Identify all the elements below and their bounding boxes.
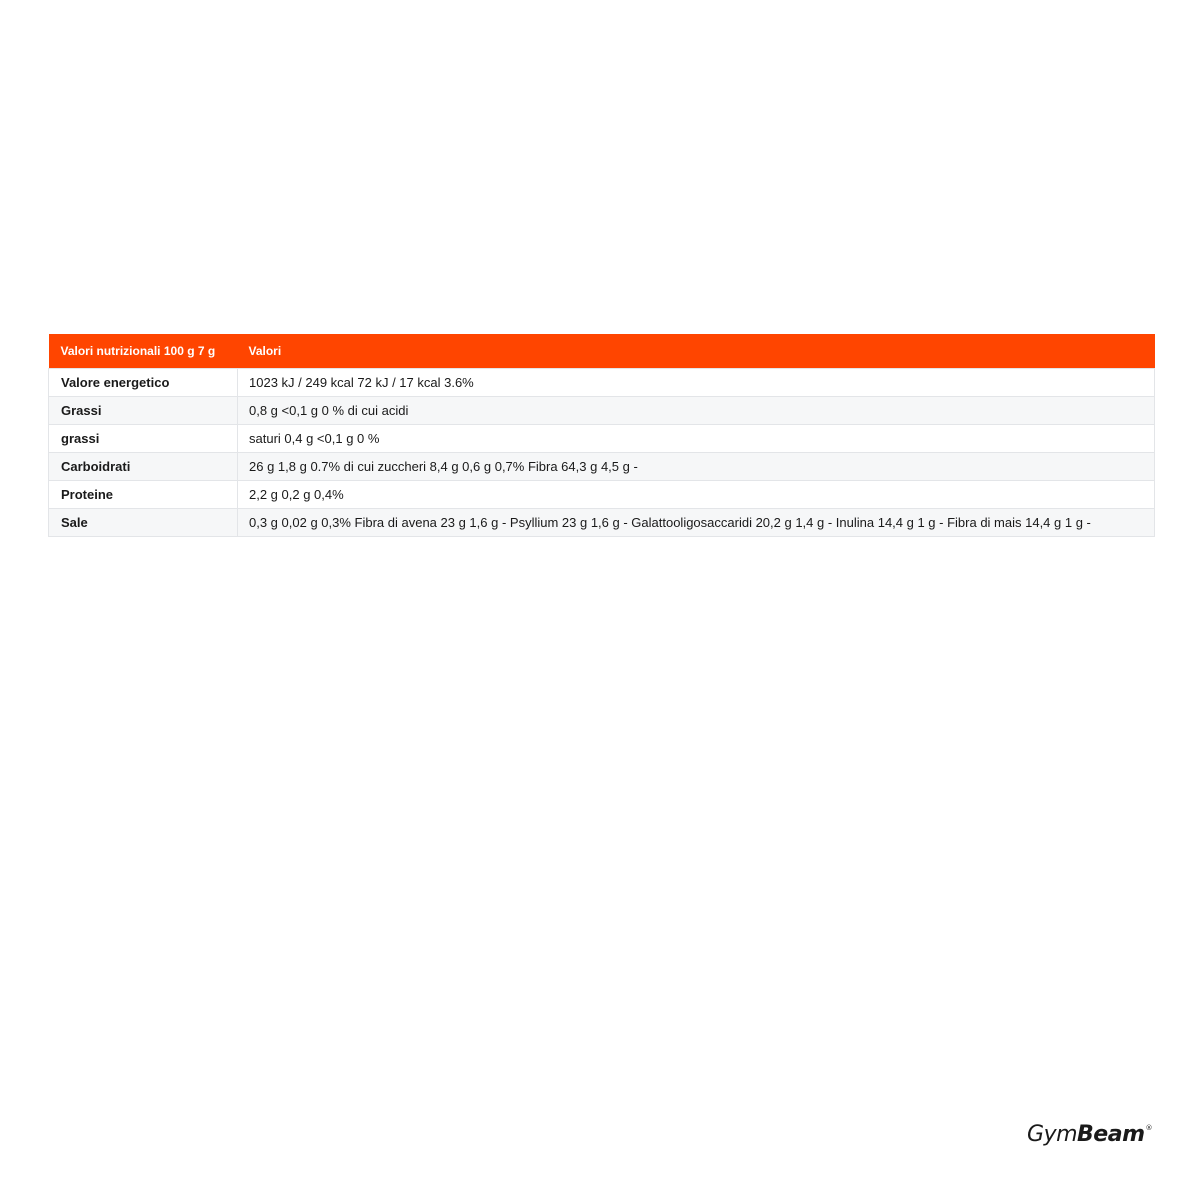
table-header-row: [49, 334, 1155, 369]
nutrition-table: [48, 334, 1155, 537]
brand-logo-part-beam: Beam: [1077, 1122, 1145, 1147]
row-value: 26 g 1,8 g 0.7% di cui zuccheri 8,4 g 0,6 g 0,7% Fibra 64,3 g 4,5 g -: [238, 453, 1155, 481]
row-label: Valore energetico: [49, 369, 238, 397]
row-label: Grassi: [49, 397, 238, 425]
row-label: grassi: [49, 425, 238, 453]
row-value: 1023 kJ / 249 kcal 72 kJ / 17 kcal 3.6%: [238, 369, 1155, 397]
row-label: Carboidrati: [49, 453, 238, 481]
row-value: 2,2 g 0,2 g 0,4%: [238, 481, 1155, 509]
table-row: [49, 509, 1155, 537]
brand-logo-part-gym: Gym: [1027, 1122, 1078, 1147]
table-row: [49, 425, 1155, 453]
header-cell-values: Valori: [238, 334, 1155, 369]
row-value: saturi 0,4 g <0,1 g 0 %: [238, 425, 1155, 453]
brand-logo: [1027, 1122, 1152, 1152]
header-cell-nutritional-values: Valori nutrizionali 100 g 7 g: [49, 334, 238, 369]
row-label: Sale: [49, 509, 238, 537]
row-label: Proteine: [49, 481, 238, 509]
table-row: [49, 397, 1155, 425]
table-row: [49, 453, 1155, 481]
table-row: [49, 481, 1155, 509]
table-row: [49, 369, 1155, 397]
registered-mark: ®: [1145, 1124, 1152, 1132]
table-header: [49, 334, 1155, 369]
table-body: [49, 369, 1155, 537]
row-value: 0,3 g 0,02 g 0,3% Fibra di avena 23 g 1,6 g - Psyllium 23 g 1,6 g - Galattooligosaccaridi 20,2 g 1,4 g - Inulina 14,4 g 1 g - Fibra di mais 14,4 g 1 g -: [238, 509, 1155, 537]
row-value: 0,8 g <0,1 g 0 % di cui acidi: [238, 397, 1155, 425]
